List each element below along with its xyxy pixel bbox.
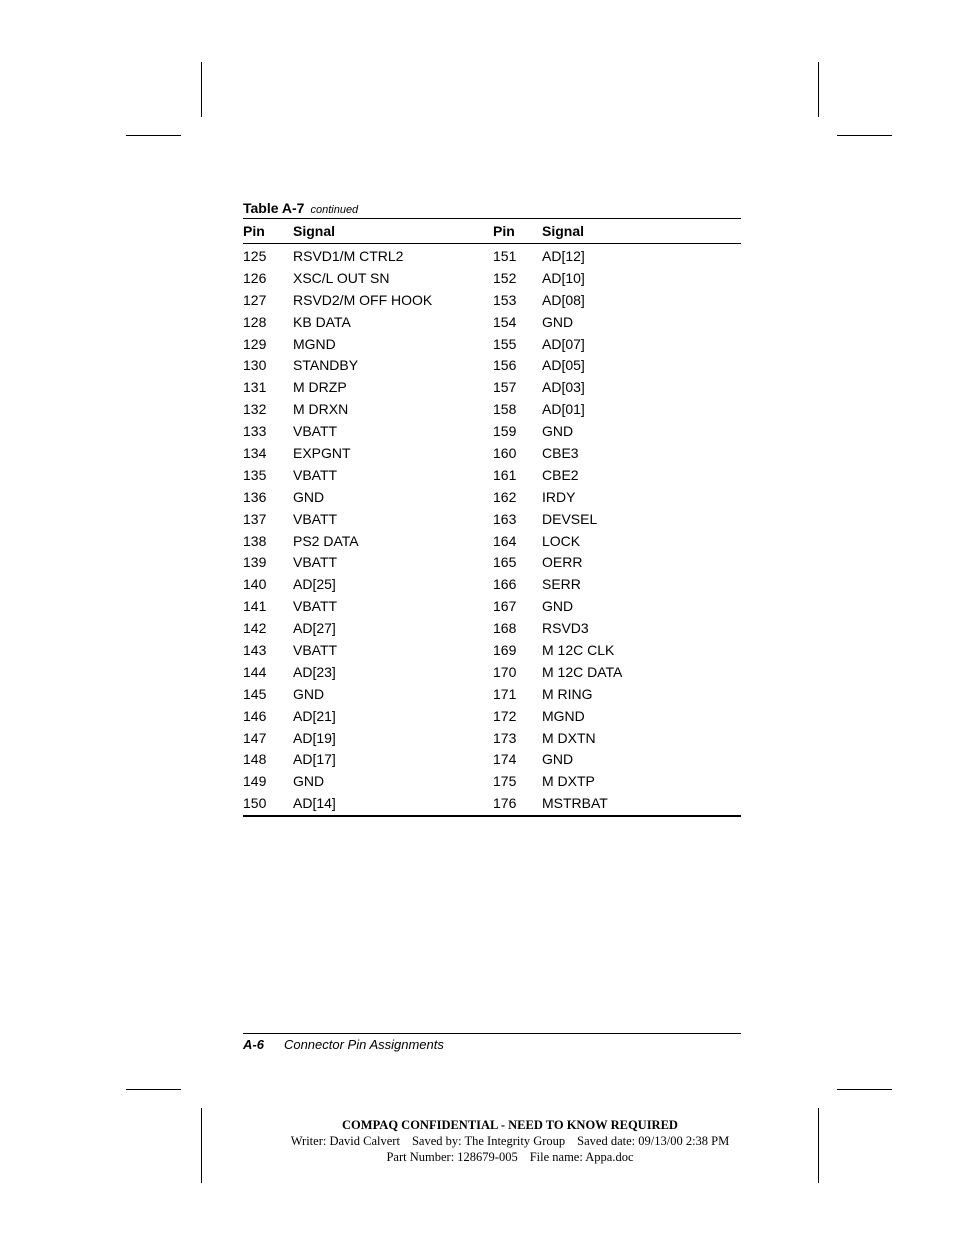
signal-name: SERR <box>542 576 581 593</box>
confidential-block <box>250 1117 770 1165</box>
pin-number: 147 <box>243 729 267 746</box>
crop-mark <box>837 135 892 136</box>
pin-number: 145 <box>243 685 267 702</box>
pin-number: 162 <box>493 488 517 505</box>
signal-name: STANDBY <box>293 357 359 374</box>
pin-number: 139 <box>243 554 267 571</box>
pin-number: 133 <box>243 423 267 440</box>
table-row <box>243 595 741 617</box>
signal-name: PS2 DATA <box>293 532 359 549</box>
page-number: A-6 <box>243 1037 264 1052</box>
signal-name: GND <box>293 685 325 702</box>
signal-name: GND <box>542 751 574 768</box>
table-body <box>243 244 741 815</box>
footer-rule <box>243 1033 741 1034</box>
signal-name: AD[25] <box>293 576 336 593</box>
pin-number: 169 <box>493 642 517 659</box>
signal-name: AD[23] <box>293 663 336 680</box>
file-name: File name: Appa.doc <box>529 1150 634 1164</box>
pin-number: 146 <box>243 707 267 724</box>
saved-date: Saved date: 09/13/00 2:38 PM <box>577 1134 730 1148</box>
table-row <box>243 245 741 267</box>
signal-name: GND <box>293 773 325 790</box>
pin-number: 142 <box>243 620 267 637</box>
signal-name: RSVD2/M OFF HOOK <box>293 291 433 308</box>
pin-number: 163 <box>493 510 517 527</box>
pin-number: 170 <box>493 663 517 680</box>
document-info-line <box>250 1133 770 1149</box>
pin-number: 164 <box>493 532 517 549</box>
table-label: Table A-7 <box>243 200 305 216</box>
pin-number: 131 <box>243 379 267 396</box>
crop-mark <box>818 1108 819 1183</box>
signal-name: M 12C DATA <box>542 663 623 680</box>
confidential-notice: COMPAQ CONFIDENTIAL - NEED TO KNOW REQUIRED <box>342 1118 678 1132</box>
signal-name: DEVSEL <box>542 510 598 527</box>
crop-mark <box>126 135 181 136</box>
table-caption <box>243 200 358 216</box>
signal-name: GND <box>542 423 574 440</box>
pin-number: 165 <box>493 554 517 571</box>
signal-name: CBE2 <box>542 466 579 483</box>
crop-mark <box>201 1108 202 1183</box>
crop-mark <box>818 62 819 117</box>
pin-number: 157 <box>493 379 517 396</box>
pin-number: 148 <box>243 751 267 768</box>
pin-number: 137 <box>243 510 267 527</box>
signal-name: IRDY <box>542 488 576 505</box>
signal-name: GND <box>293 488 325 505</box>
pin-number: 141 <box>243 598 267 615</box>
table-row <box>243 486 741 508</box>
pin-number: 130 <box>243 357 267 374</box>
signal-name: VBATT <box>293 598 338 615</box>
signal-name: LOCK <box>542 532 581 549</box>
writer: Writer: David Calvert <box>290 1134 400 1148</box>
pin-number: 175 <box>493 773 517 790</box>
pin-number: 168 <box>493 620 517 637</box>
signal-name: GND <box>542 313 574 330</box>
signal-name: AD[01] <box>542 401 585 418</box>
crop-mark <box>126 1089 181 1090</box>
pin-number: 154 <box>493 313 517 330</box>
signal-name: AD[10] <box>542 269 585 286</box>
signal-name: AD[05] <box>542 357 585 374</box>
signal-name: M DXTP <box>542 773 595 790</box>
pin-number: 172 <box>493 707 517 724</box>
table-row <box>243 289 741 311</box>
table-row <box>243 683 741 705</box>
table-row <box>243 639 741 661</box>
table-row <box>243 420 741 442</box>
pin-number: 129 <box>243 335 267 352</box>
table-row <box>243 727 741 749</box>
table-row <box>243 333 741 355</box>
pin-number: 150 <box>243 795 267 812</box>
pin-number: 159 <box>493 423 517 440</box>
pin-number: 151 <box>493 248 517 264</box>
crop-mark <box>201 62 202 117</box>
table-row <box>243 661 741 683</box>
table-row <box>243 770 741 792</box>
table-header <box>243 219 741 243</box>
signal-name: M DRZP <box>293 379 347 396</box>
pin-number: 166 <box>493 576 517 593</box>
table-row <box>243 442 741 464</box>
signal-name: M DRXN <box>293 401 349 418</box>
pin-number: 158 <box>493 401 517 418</box>
signal-name: AD[19] <box>293 729 336 746</box>
signal-name: VBATT <box>293 423 338 440</box>
pin-table <box>243 218 741 817</box>
signal-name: AD[08] <box>542 291 585 308</box>
pin-number: 160 <box>493 445 517 462</box>
table-row <box>243 311 741 333</box>
signal-name: M 12C CLK <box>542 642 615 659</box>
pin-number: 140 <box>243 576 267 593</box>
pin-number: 149 <box>243 773 267 790</box>
pin-number: 152 <box>493 269 517 286</box>
part-number: Part Number: 128679-005 <box>386 1150 518 1164</box>
pin-number: 171 <box>493 685 517 702</box>
signal-name: AD[21] <box>293 707 336 724</box>
pin-number: 153 <box>493 291 517 308</box>
page-footer <box>243 1037 444 1052</box>
header-signal: Signal <box>293 223 336 239</box>
table-row <box>243 573 741 595</box>
signal-name: MSTRBAT <box>542 795 608 812</box>
header-pin: Pin <box>243 223 265 239</box>
signal-name: RSVD1/M CTRL2 <box>293 248 404 264</box>
table-row <box>243 705 741 727</box>
pin-number: 134 <box>243 445 267 462</box>
table-row <box>243 748 741 770</box>
table-row <box>243 464 741 486</box>
pin-number: 144 <box>243 663 267 680</box>
document-file-line <box>250 1149 770 1165</box>
table-row <box>243 267 741 289</box>
saved-by: Saved by: The Integrity Group <box>411 1134 566 1148</box>
signal-name: AD[27] <box>293 620 336 637</box>
table-continued: continued <box>310 204 359 216</box>
signal-name: AD[07] <box>542 335 585 352</box>
pin-number: 176 <box>493 795 517 812</box>
signal-name: XSC/L OUT SN <box>293 269 390 286</box>
signal-name: AD[12] <box>542 248 585 264</box>
pin-number: 128 <box>243 313 267 330</box>
pin-number: 125 <box>243 248 267 264</box>
signal-name: VBATT <box>293 466 338 483</box>
pin-number: 132 <box>243 401 267 418</box>
signal-name: VBATT <box>293 510 338 527</box>
table-row <box>243 354 741 376</box>
table-row <box>243 376 741 398</box>
signal-name: RSVD3 <box>542 620 589 637</box>
table-row <box>243 508 741 530</box>
signal-name: AD[17] <box>293 751 336 768</box>
pin-number: 156 <box>493 357 517 374</box>
signal-name: M RING <box>542 685 593 702</box>
signal-name: VBATT <box>293 554 338 571</box>
pin-number: 127 <box>243 291 267 308</box>
pin-number: 126 <box>243 269 267 286</box>
signal-name: MGND <box>542 707 585 724</box>
pin-number: 143 <box>243 642 267 659</box>
table-row <box>243 398 741 420</box>
table-row <box>243 551 741 573</box>
signal-name: MGND <box>293 335 336 352</box>
footer-title: Connector Pin Assignments <box>283 1037 444 1052</box>
signal-name: EXPGNT <box>293 445 351 462</box>
signal-name: CBE3 <box>542 445 579 462</box>
pin-number: 174 <box>493 751 517 768</box>
table-row <box>243 792 741 814</box>
table-row <box>243 530 741 552</box>
crop-mark <box>837 1089 892 1090</box>
pin-number: 173 <box>493 729 517 746</box>
table-row <box>243 617 741 639</box>
signal-name: KB DATA <box>293 313 351 330</box>
pin-number: 167 <box>493 598 517 615</box>
signal-name: OERR <box>542 554 583 571</box>
table-bottom-rule <box>243 815 741 817</box>
signal-name: VBATT <box>293 642 338 659</box>
pin-number: 161 <box>493 466 517 483</box>
signal-name: GND <box>542 598 574 615</box>
pin-number: 136 <box>243 488 267 505</box>
signal-name: AD[14] <box>293 795 336 812</box>
header-pin: Pin <box>493 223 515 239</box>
pin-number: 138 <box>243 532 267 549</box>
pin-number: 155 <box>493 335 517 352</box>
signal-name: AD[03] <box>542 379 585 396</box>
pin-number: 135 <box>243 466 267 483</box>
header-signal: Signal <box>542 223 585 239</box>
signal-name: M DXTN <box>542 729 596 746</box>
